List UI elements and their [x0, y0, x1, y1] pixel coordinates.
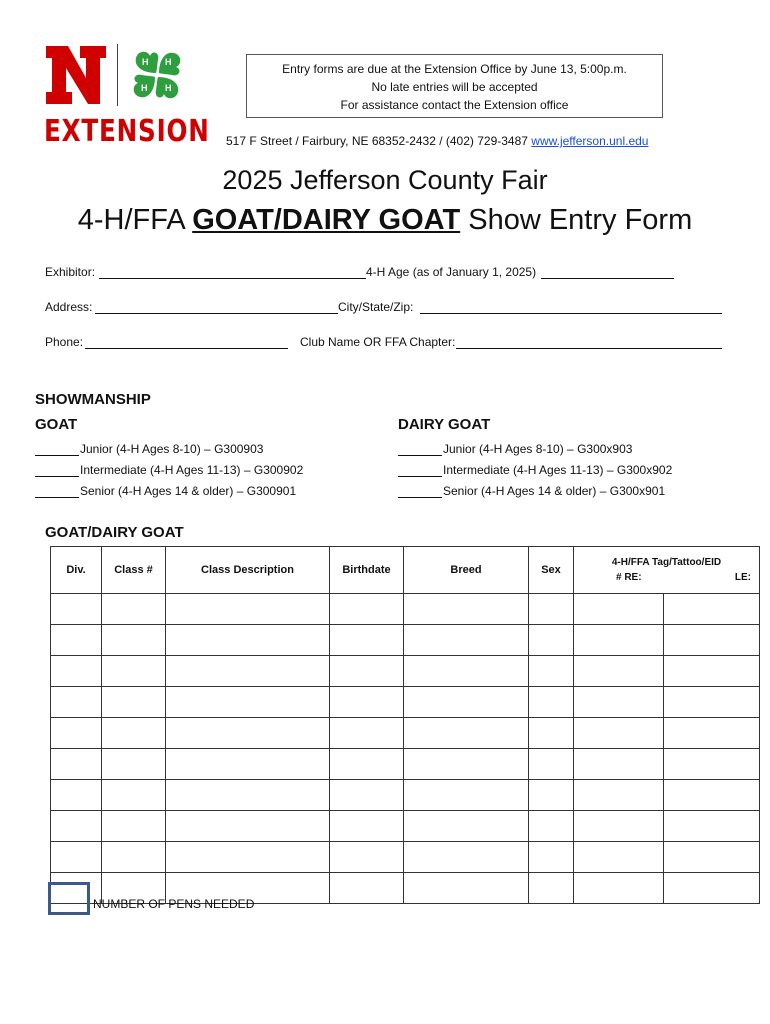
- col-sex: Sex: [529, 547, 574, 594]
- age-label: 4-H Age (as of January 1, 2025): [366, 265, 537, 279]
- cell-tag-re[interactable]: [574, 749, 664, 780]
- cell-breed[interactable]: [404, 811, 529, 842]
- goat-class-junior[interactable]: [35, 442, 263, 456]
- cell-div[interactable]: [51, 718, 102, 749]
- cell-tag-le[interactable]: [664, 811, 760, 842]
- club-field[interactable]: [456, 348, 722, 349]
- table-row: [51, 656, 760, 687]
- cell-tag-re[interactable]: [574, 718, 664, 749]
- cell-class-number[interactable]: [102, 749, 166, 780]
- cell-class-description[interactable]: [166, 811, 330, 842]
- dairy-senior-blank[interactable]: [398, 486, 442, 498]
- city-label: City/State/Zip:: [338, 300, 414, 314]
- address-label: Address:: [45, 300, 93, 314]
- cell-tag-re[interactable]: [574, 594, 664, 625]
- table-body: [51, 594, 760, 904]
- table-row: [51, 718, 760, 749]
- goat-heading: GOAT: [35, 416, 78, 433]
- cell-class-number[interactable]: [102, 594, 166, 625]
- dairy-class-junior[interactable]: [398, 442, 632, 456]
- 4h-clover-logo: [128, 46, 186, 104]
- deadline-notice: [246, 54, 663, 118]
- entry-table: [50, 546, 760, 904]
- city-field[interactable]: [420, 313, 722, 314]
- cell-birthdate[interactable]: [330, 718, 404, 749]
- cell-tag-le[interactable]: [664, 718, 760, 749]
- table-heading: GOAT/DAIRY GOAT: [45, 524, 184, 541]
- cell-class-description[interactable]: [166, 656, 330, 687]
- cell-div[interactable]: [51, 594, 102, 625]
- tag-subheader: [574, 570, 759, 585]
- cell-tag-le[interactable]: [664, 687, 760, 718]
- exhibitor-field[interactable]: [99, 278, 366, 279]
- pens-needed-label: NUMBER OF PENS NEEDED: [93, 897, 255, 911]
- extension-wordmark: EXTENSION: [44, 114, 210, 149]
- svg-text:H: H: [165, 57, 172, 67]
- showmanship-heading: SHOWMANSHIP: [35, 391, 151, 408]
- cell-breed[interactable]: [404, 842, 529, 873]
- cell-birthdate[interactable]: [330, 625, 404, 656]
- cell-div[interactable]: [51, 656, 102, 687]
- cell-breed[interactable]: [404, 718, 529, 749]
- cell-sex[interactable]: [529, 842, 574, 873]
- cell-breed[interactable]: [404, 749, 529, 780]
- col-tag-tattoo-eid: [574, 547, 760, 594]
- dairy-intermediate-blank[interactable]: [398, 465, 442, 477]
- form-title-suffix: Show Entry Form: [460, 204, 693, 236]
- col-birthdate: Birthdate: [330, 547, 404, 594]
- cell-class-number[interactable]: [102, 656, 166, 687]
- pens-needed-input[interactable]: [48, 882, 90, 915]
- age-field[interactable]: [541, 278, 674, 279]
- cell-tag-le[interactable]: [664, 873, 760, 904]
- svg-text:H: H: [165, 83, 172, 93]
- notice-line-3: For assistance contact the Extension office: [340, 98, 569, 112]
- table-row: [51, 687, 760, 718]
- website-link[interactable]: www.jefferson.unl.edu: [531, 134, 649, 148]
- cell-div[interactable]: [51, 842, 102, 873]
- table-header-row: [51, 547, 760, 594]
- page-title: 2025 Jefferson County Fair: [222, 165, 548, 195]
- office-address: 517 F Street / Fairbury, NE 68352-2432 / (402) 729-3487: [226, 134, 528, 148]
- tag-header-label: 4-H/FFA Tag/Tattoo/EID: [611, 557, 722, 568]
- cell-sex[interactable]: [529, 625, 574, 656]
- goat-intermediate-blank[interactable]: [35, 465, 79, 477]
- cell-sex[interactable]: [529, 718, 574, 749]
- cell-class-description[interactable]: [166, 594, 330, 625]
- cell-breed[interactable]: [404, 873, 529, 904]
- cell-tag-re[interactable]: [574, 873, 664, 904]
- form-title: [0, 204, 770, 237]
- goat-junior-blank[interactable]: [35, 444, 79, 456]
- goat-senior-label: Senior (4-H Ages 14 & older) – G300901: [80, 484, 297, 498]
- cell-breed[interactable]: [404, 780, 529, 811]
- cell-sex[interactable]: [529, 811, 574, 842]
- table-row: [51, 625, 760, 656]
- cell-sex[interactable]: [529, 687, 574, 718]
- cell-class-number[interactable]: [102, 780, 166, 811]
- goat-junior-label: Junior (4-H Ages 8-10) – G300903: [80, 442, 264, 456]
- exhibitor-label: Exhibitor:: [45, 265, 96, 279]
- cell-class-number[interactable]: [102, 687, 166, 718]
- cell-birthdate[interactable]: [330, 594, 404, 625]
- cell-tag-le[interactable]: [664, 625, 760, 656]
- goat-class-senior[interactable]: [35, 484, 296, 498]
- cell-tag-re[interactable]: [574, 625, 664, 656]
- dairy-class-intermediate[interactable]: [398, 463, 672, 477]
- club-label: Club Name OR FFA Chapter:: [300, 335, 456, 349]
- dairy-intermediate-label: Intermediate (4-H Ages 11-13) – G300x902: [443, 463, 673, 477]
- cell-tag-le[interactable]: [664, 749, 760, 780]
- cell-birthdate[interactable]: [330, 780, 404, 811]
- cell-class-description[interactable]: [166, 780, 330, 811]
- cell-breed[interactable]: [404, 625, 529, 656]
- dairy-senior-label: Senior (4-H Ages 14 & older) – G300x901: [443, 484, 666, 498]
- form-title-prefix: 4-H/FFA: [77, 204, 193, 236]
- dairy-junior-label: Junior (4-H Ages 8-10) – G300x903: [443, 442, 633, 456]
- phone-label: Phone:: [45, 335, 84, 349]
- cell-tag-re[interactable]: [574, 656, 664, 687]
- goat-class-intermediate[interactable]: [35, 463, 303, 477]
- dairy-junior-blank[interactable]: [398, 444, 442, 456]
- cell-tag-le[interactable]: [664, 656, 760, 687]
- table-row: [51, 842, 760, 873]
- logo-divider: [117, 44, 118, 106]
- cell-class-number[interactable]: [102, 811, 166, 842]
- cell-class-description[interactable]: [166, 625, 330, 656]
- cell-breed[interactable]: [404, 656, 529, 687]
- cell-div[interactable]: [51, 780, 102, 811]
- cell-birthdate[interactable]: [330, 842, 404, 873]
- cell-birthdate[interactable]: [330, 873, 404, 904]
- cell-class-description[interactable]: [166, 749, 330, 780]
- address-field[interactable]: [95, 313, 338, 314]
- cell-sex[interactable]: [529, 780, 574, 811]
- cell-sex[interactable]: [529, 594, 574, 625]
- cell-birthdate[interactable]: [330, 811, 404, 842]
- nebraska-n-logo: [44, 44, 108, 106]
- dairy-class-senior[interactable]: [398, 484, 665, 498]
- phone-field[interactable]: [85, 348, 288, 349]
- cell-tag-le[interactable]: [664, 594, 760, 625]
- form-title-species: GOAT/DAIRY GOAT: [192, 204, 461, 236]
- cell-tag-re[interactable]: [574, 780, 664, 811]
- col-class-number: Class #: [102, 547, 166, 594]
- cell-breed[interactable]: [404, 594, 529, 625]
- table-row: [51, 780, 760, 811]
- cell-class-number[interactable]: [102, 718, 166, 749]
- cell-tag-le[interactable]: [664, 842, 760, 873]
- cell-birthdate[interactable]: [330, 687, 404, 718]
- cell-tag-re[interactable]: [574, 687, 664, 718]
- dairy-goat-heading: DAIRY GOAT: [398, 416, 491, 433]
- table-row: [51, 749, 760, 780]
- cell-div[interactable]: [51, 625, 102, 656]
- cell-sex[interactable]: [529, 656, 574, 687]
- cell-div[interactable]: [51, 749, 102, 780]
- cell-class-number[interactable]: [102, 625, 166, 656]
- goat-senior-blank[interactable]: [35, 486, 79, 498]
- svg-text:H: H: [142, 57, 149, 67]
- col-breed: Breed: [404, 547, 529, 594]
- col-class-description: Class Description: [166, 547, 330, 594]
- cell-sex[interactable]: [529, 749, 574, 780]
- notice-line-2: No late entries will be accepted: [371, 80, 538, 94]
- cell-class-number[interactable]: [102, 842, 166, 873]
- tag-re-label: # RE:: [616, 572, 642, 583]
- cell-class-description[interactable]: [166, 718, 330, 749]
- tag-le-label: LE:: [734, 572, 751, 583]
- goat-intermediate-label: Intermediate (4-H Ages 11-13) – G300902: [80, 463, 304, 477]
- cell-class-description[interactable]: [166, 687, 330, 718]
- notice-line-1: Entry forms are due at the Extension Office by June 13, 5:00p.m.: [282, 62, 627, 76]
- cell-birthdate[interactable]: [330, 749, 404, 780]
- table-row: [51, 594, 760, 625]
- cell-class-description[interactable]: [166, 842, 330, 873]
- contact-line: [226, 134, 648, 148]
- cell-sex[interactable]: [529, 873, 574, 904]
- cell-tag-re[interactable]: [574, 842, 664, 873]
- svg-text:H: H: [141, 83, 148, 93]
- table-row: [51, 811, 760, 842]
- cell-tag-re[interactable]: [574, 811, 664, 842]
- cell-div[interactable]: [51, 811, 102, 842]
- cell-breed[interactable]: [404, 687, 529, 718]
- cell-tag-le[interactable]: [664, 780, 760, 811]
- cell-div[interactable]: [51, 687, 102, 718]
- cell-birthdate[interactable]: [330, 656, 404, 687]
- col-div: Div.: [51, 547, 102, 594]
